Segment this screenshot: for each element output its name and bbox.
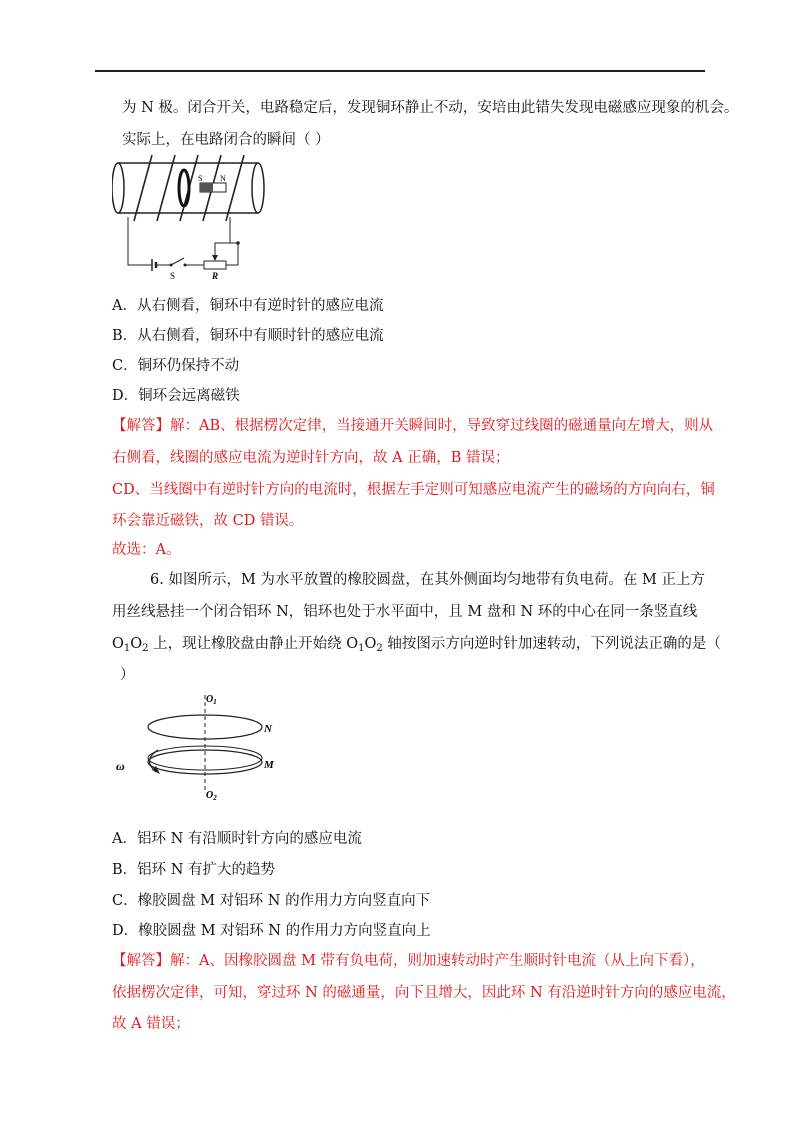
q6-answer-line1: 【解答】解：A、因橡胶圆盘 M 带有负电荷，则加速转动时产生顺时针电流（从上向下看）， [112,953,705,969]
q6-stem-line2: 用丝线悬挂一个闭合铝环 N，铝环也处于水平面中，且 M 盘和 N 环的中心在同一条竖直线 [112,604,698,620]
magnet-n-label: N [220,174,226,183]
q6-answer-line3: 故 A 错误； [112,1016,190,1032]
solenoid-circuit-figure [112,155,272,280]
q6-answer-line2: 依据楞次定律，可知，穿过环 N 的磁通量，向下且增大，因此环 N 有沿逆时针方向的感应电流， [112,985,736,1001]
q5-option-c: C．铜环仍保持不动 [112,358,240,374]
q5-stem-line1: 为 N 极。闭合开关，电路稳定后，发现铜环静止不动，安培由此错失发现电磁感应现象的机会。 [122,100,739,116]
o2-label: $O_2$ [206,790,217,802]
q6-stem-line3: $O_1O_2$ 上，现让橡胶盘由静止开始绕 $O_1O_2$ 轴按图示方向逆时针加速转动，下列说法正确的是（ [112,636,721,654]
rubber-disk-ring-figure [112,690,282,805]
q6-option-d: D．橡胶圆盘 M 对铝环 N 的作用力方向竖直向上 [112,923,431,939]
ring-n-label: N [264,723,272,735]
omega-label: ω [116,759,125,773]
q6-option-b: B．铝环 N 有扩大的趋势 [112,862,276,878]
disk-m-label: M [264,759,274,771]
q5-answer-line1: 【解答】解：AB、根据楞次定律，当接通开关瞬间时，导致穿过线圈的磁通量向左增大，则从 [112,418,714,434]
q6-option-a: A．铝环 N 有沿顺时针方向的感应电流 [112,831,362,847]
q5-answer-line2: 右侧看，线圈的感应电流为逆时针方向，故 A 正确，B 错误； [112,450,510,466]
q5-answer-line4: 环会靠近磁铁，故 CD 错误。 [112,513,304,529]
q6-option-c: C．橡胶圆盘 M 对铝环 N 的作用力方向竖直向下 [112,893,431,909]
switch-label: S [170,271,176,280]
q5-answer-line3: CD、当线圈中有逆时针方向的电流时，根据左手定则可知感应电流产生的磁场的方向向右，铜 [112,482,715,498]
magnet-s-label: S [198,174,203,183]
q6-answer-tag: 【解答】 [112,953,170,969]
o1-label: $O_1$ [206,694,217,706]
resistor-label: R [212,271,219,280]
q6-stem-line4: ） [120,667,135,683]
q5-answer-tag: 【解答】 [112,418,170,434]
q5-option-a: A．从右侧看，铜环中有逆时针的感应电流 [112,298,384,314]
q5-stem-line2: 实际上，在电路闭合的瞬间（ ） [122,132,330,148]
q5-answer-line5: 故选：A。 [112,542,181,558]
q5-option-b: B．从右侧看，铜环中有顺时针的感应电流 [112,328,384,344]
header-rule [95,70,705,72]
q5-option-d: D．铜环会远离磁铁 [112,388,240,404]
q6-stem-line1: 6. 如图所示，M 为水平放置的橡胶圆盘，在其外侧面均匀地带有负电荷。在 M 正上方 [150,572,705,588]
